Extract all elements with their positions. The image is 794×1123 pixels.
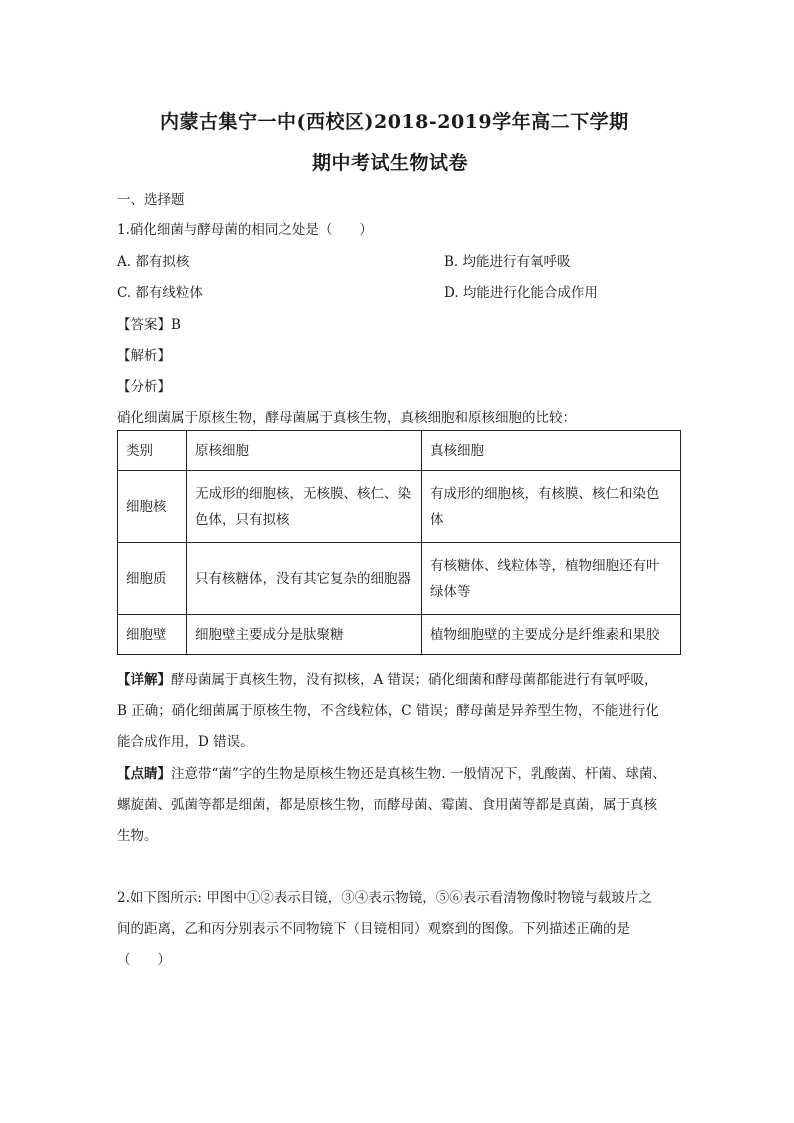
option-a: A. 都有拟核	[117, 254, 190, 270]
detail-text: 酵母菌属于真核生物，没有拟核，A 错误；硝化细菌和酵母菌都能进行有氧呼吸，	[171, 672, 658, 688]
table-cell	[187, 471, 422, 543]
cell-line: 无成形的细胞核，无核膜、核仁、染	[195, 485, 411, 502]
cell-line: 色体，只有拟核	[195, 511, 290, 528]
detail-line-2: B 正确；硝化细菌属于原核生物，不含线粒体，C 错误；酵母菌是异养型生物，不能进行化	[117, 703, 659, 719]
doc-title-line2: 期中考试生物试卷	[312, 152, 469, 174]
table-row-label: 细胞质	[118, 543, 187, 615]
fenxi-heading: 【分析】	[117, 379, 171, 395]
cell-line: 植物细胞壁的主要成分是纤维素和果胶	[430, 626, 660, 643]
answer-label: 【答案】B	[117, 317, 181, 333]
table-cell	[422, 543, 681, 615]
detail-tag: 【详解】	[117, 672, 171, 688]
table-row	[118, 431, 681, 471]
analysis-intro: 硝化细菌属于原核生物，酵母菌属于真核生物，真核细胞和原核细胞的比较：	[117, 410, 576, 426]
table-row-label: 细胞壁	[118, 615, 187, 655]
note-line-1	[117, 762, 666, 782]
cell-line: 只有核糖体，没有其它复杂的细胞器	[195, 570, 411, 587]
table-cell	[187, 615, 422, 655]
cell-line: 有核糖体、线粒体等，植物细胞还有叶	[430, 557, 660, 574]
table-row-label: 细胞核	[118, 471, 187, 543]
table-header-cell: 类别	[118, 431, 187, 471]
cell-line: 细胞壁主要成分是肽聚糖	[195, 626, 344, 643]
table-header-cell: 真核细胞	[422, 431, 681, 471]
comparison-table	[117, 430, 681, 655]
question-2-line-3: （ ）	[117, 952, 171, 968]
option-d: D. 均能进行化能合成作用	[444, 285, 598, 301]
note-text: 注意带“菌”字的生物是原核生物还是真核生物. 一般情况下，乳酸菌、杆菌、球菌、	[171, 766, 666, 782]
table-cell	[422, 471, 681, 543]
table-header-cell: 原核细胞	[187, 431, 422, 471]
table-cell	[422, 615, 681, 655]
detail-line-1	[117, 668, 658, 688]
detail-line-3: 能合成作用，D 错误。	[117, 734, 254, 750]
note-line-3: 生物。	[117, 828, 158, 844]
option-b: B. 均能进行有氧呼吸	[444, 254, 571, 270]
cell-line: 体	[430, 511, 444, 528]
cell-line: 绿体等	[430, 583, 471, 600]
table-row	[118, 543, 681, 615]
table-cell	[187, 543, 422, 615]
section-heading: 一、选择题	[117, 192, 185, 208]
doc-title-line1: 内蒙古集宁一中(西校区)2018-2019学年高二下学期	[160, 111, 629, 133]
note-tag: 【点睛】	[117, 766, 171, 782]
cell-line: 有成形的细胞核，有核膜、核仁和染色	[430, 485, 660, 502]
option-c: C. 都有线粒体	[117, 285, 203, 301]
table-row	[118, 615, 681, 655]
question-2-line-1: 2.如下图所示: 甲图中①②表示目镜，③④表示物镜，⑤⑥表示看清物像时物镜与载玻片之	[117, 890, 652, 906]
note-line-2: 螺旋菌、弧菌等都是细菌，都是原核生物，而酵母菌、霉菌、食用菌等都是真菌，属于真核	[117, 797, 657, 813]
analysis-heading: 【解析】	[117, 348, 171, 364]
table-row	[118, 471, 681, 543]
question-2-line-2: 间的距离，乙和丙分别表示不同物镜下（目镜相同）观察到的图像。下列描述正确的是	[117, 921, 630, 937]
question-1-stem: 1.硝化细菌与酵母菌的相同之处是（ ）	[117, 222, 373, 238]
